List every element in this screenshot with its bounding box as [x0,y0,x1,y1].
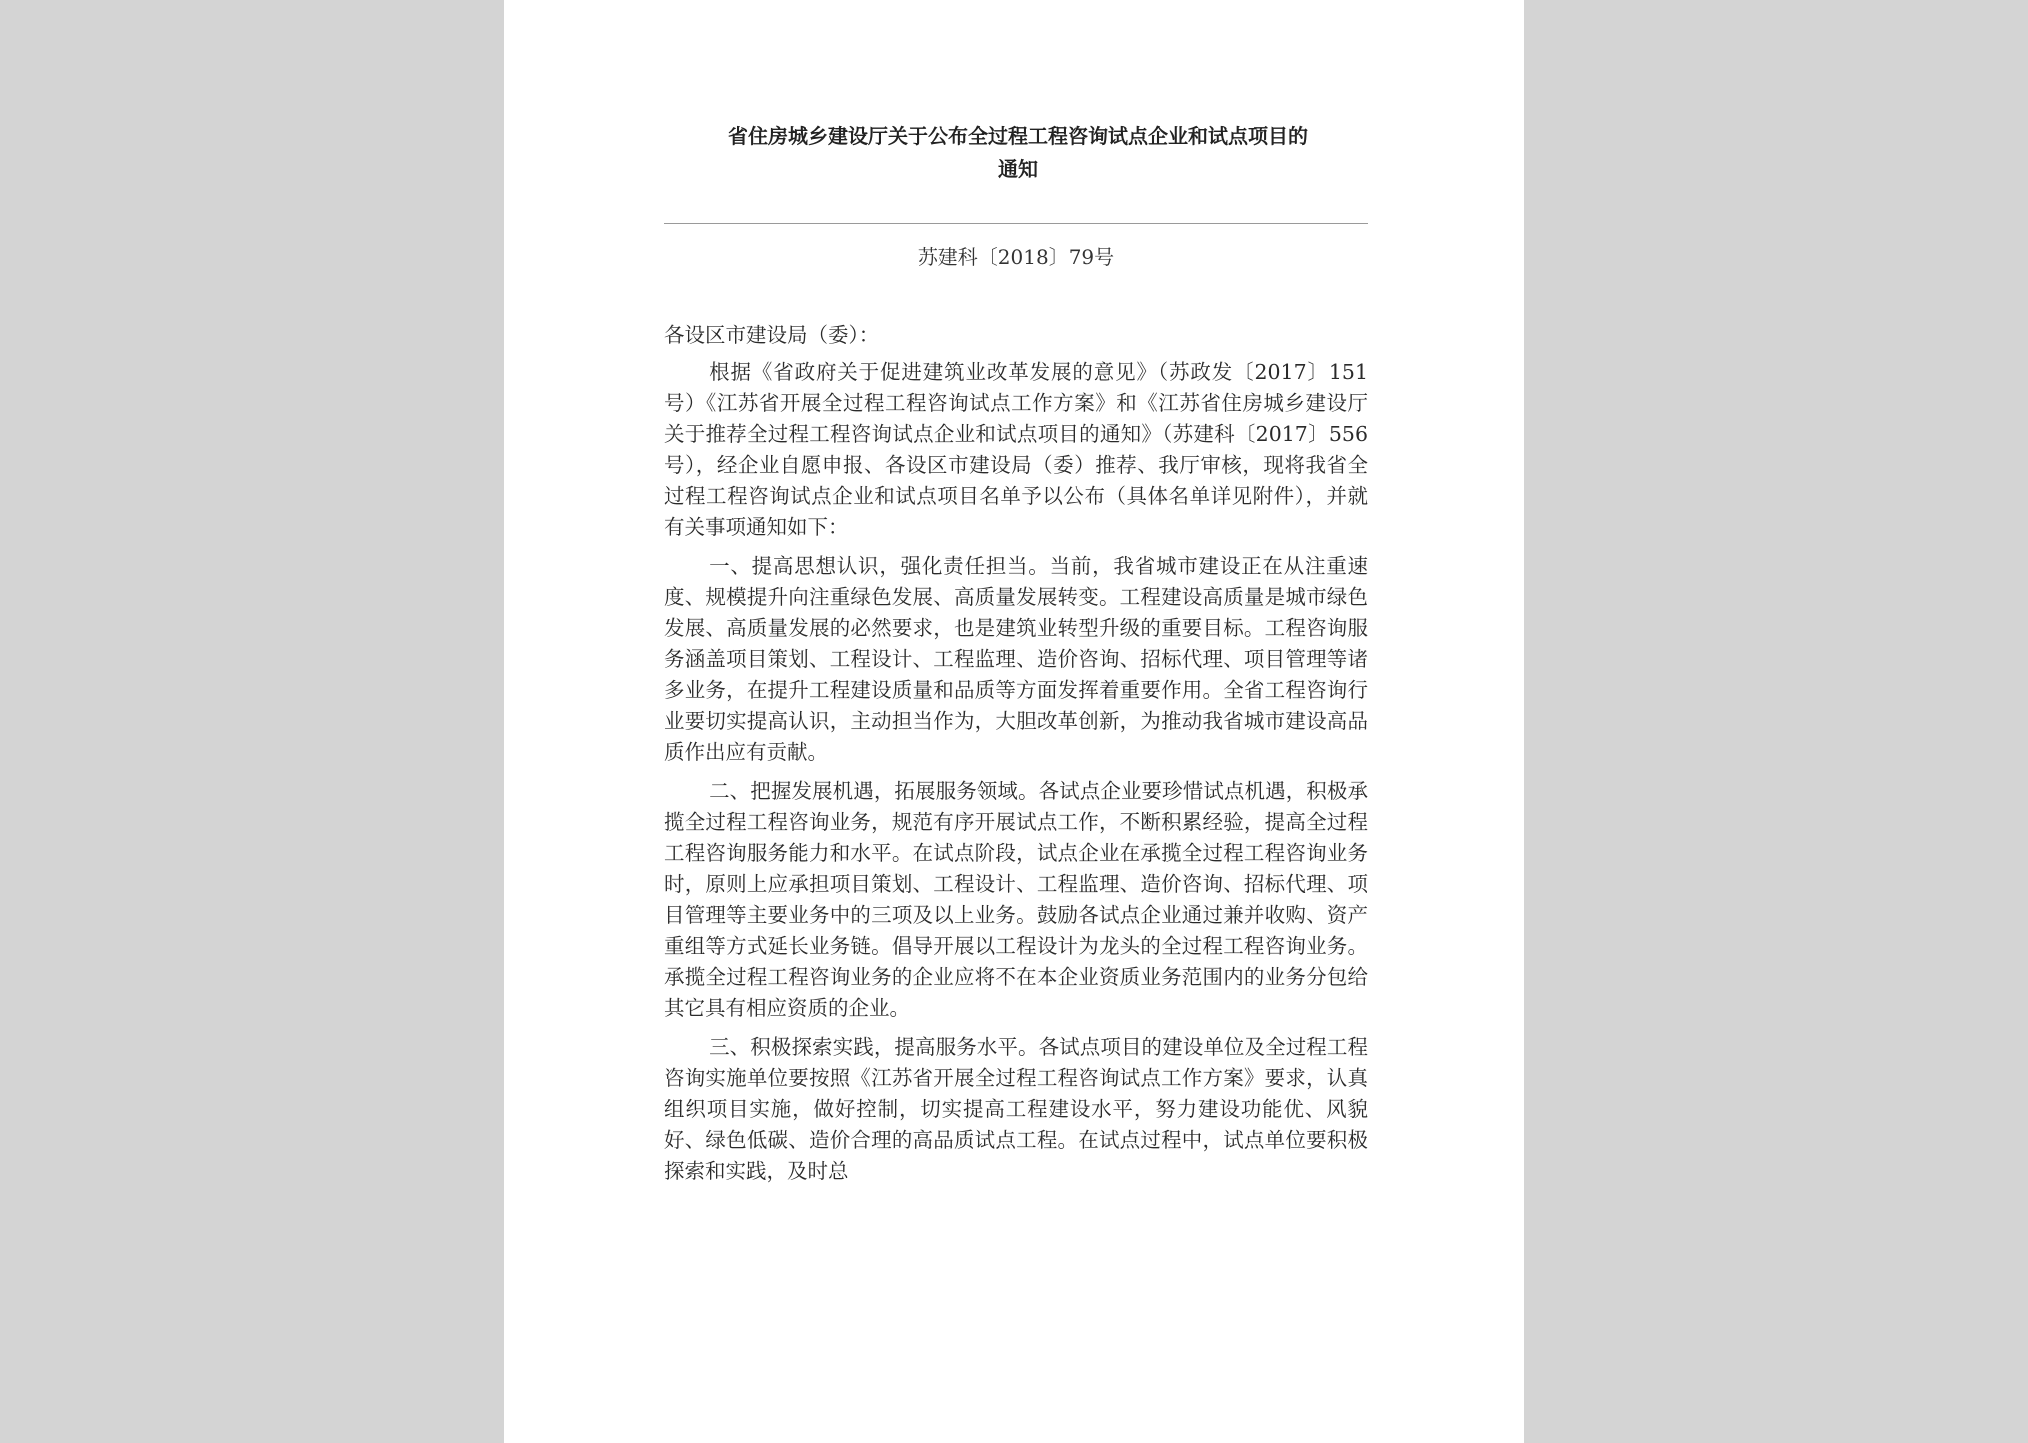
title-line-2: 通知 [998,157,1038,181]
document-body [664,320,1368,1195]
document-page[interactable] [504,0,1524,1443]
document-number: 苏建科〔2018〕79号 [917,245,1115,269]
paragraph-intro: 根据《省政府关于促进建筑业改革发展的意见》（苏政发〔2017〕151号）《江苏省开展全过程工程咨询试点工作方案》和《江苏省住房城乡建设厅关于推荐全过程工程咨询试点企业和试点项目的通知》（苏建科〔2017〕556号），经企业自愿申报、各设区市建设局（委）推荐、我厅审核，现将我省全过程工程咨询试点企业和试点项目名单予以公布（具体名单详见附件），并就有关事项通知如下： [664,360,1368,539]
paragraph-section-2: 二、把握发展机遇，拓展服务领域。各试点企业要珍惜试点机遇，积极承揽全过程工程咨询业务，规范有序开展试点工作，不断积累经验，提高全过程工程咨询服务能力和水平。在试点阶段，试点企业在承揽全过程工程咨询业务时，原则上应承担项目策划、工程设计、工程监理、造价咨询、招标代理、项目管理等主要业务中的三项及以上业务。鼓励各试点企业通过兼并收购、资产重组等方式延长业务链。倡导开展以工程设计为龙头的全过程工程咨询业务。承揽全过程工程咨询业务的企业应将不在本企业资质业务范围内的业务分包给其它具有相应资质的企业。 [664,779,1368,1020]
title-line-1: 省住房城乡建设厅关于公布全过程工程咨询试点企业和试点项目的 [728,124,1308,148]
title-divider [664,223,1368,224]
paragraph-section-1: 一、提高思想认识，强化责任担当。当前，我省城市建设正在从注重速度、规模提升向注重绿色发展、高质量发展转变。工程建设高质量是城市绿色发展、高质量发展的必然要求，也是建筑业转型升级的重要目标。工程咨询服务涵盖项目策划、工程设计、工程监理、造价咨询、招标代理、项目管理等诸多业务，在提升工程建设质量和品质等方面发挥着重要作用。全省工程咨询行业要切实提高认识，主动担当作为，大胆改革创新，为推动我省城市建设高品质作出应有贡献。 [664,554,1368,764]
document-title [668,120,1368,186]
salutation: 各设区市建设局（委）： [664,323,880,347]
paragraph-section-3: 三、积极探索实践，提高服务水平。各试点项目的建设单位及全过程工程咨询实施单位要按照《江苏省开展全过程工程咨询试点工作方案》要求，认真组织项目实施，做好控制，切实提高工程建设水平，努力建设功能优、风貌好、绿色低碳、造价合理的高品质试点工程。在试点过程中，试点单位要积极探索和实践，及时总 [664,1035,1368,1183]
